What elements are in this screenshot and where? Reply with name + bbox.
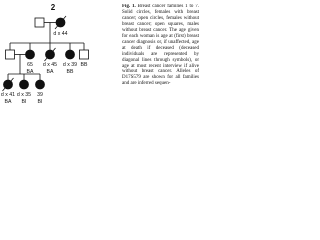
allele-label: BA [26, 69, 34, 75]
member-label: d x 45 [42, 62, 58, 68]
allele-label: BA [4, 99, 12, 105]
female-affected [26, 50, 35, 59]
pedigree-chart [0, 0, 118, 110]
member-label: d x 44 [53, 31, 68, 37]
male-unaffected [6, 50, 15, 59]
member-label: d x 35 [16, 92, 32, 98]
male-unaffected [80, 50, 89, 59]
female-affected [66, 50, 75, 59]
member-label: d x 39 [62, 62, 78, 68]
family-number: 2 [50, 3, 56, 12]
member-label: 39 [37, 92, 43, 98]
generation-3 [3, 78, 45, 91]
female-affected [20, 80, 29, 89]
member-label: 65 [27, 62, 33, 68]
caption-text: Breast cancer families 1 to 7. Solid circles, females with breast cancer; open circles, females without breast cancer; open squares, males without breast cancer. The age given for each woman is age at (first) breast cancer diagnosis or, if unaffected, age at death if deceased (deceased individuals are represented by diagonal lines through symbols), or age at most recent interview if alive without breast cancer. Alleles of D17S579 are shown for all families and are inferred sequen- [122, 4, 199, 87]
allele-label: BI [37, 99, 43, 105]
allele-label: BB [80, 62, 88, 68]
figure-caption [122, 4, 199, 108]
figure-label: Fig. 1. [122, 4, 136, 9]
allele-label: BA [46, 69, 54, 75]
male-unaffected [35, 18, 44, 27]
female-affected [36, 80, 45, 89]
generation-1 [35, 16, 66, 43]
member-label: d x 41 [0, 92, 16, 98]
allele-label: BI [21, 99, 27, 105]
allele-label: BB [66, 69, 74, 75]
